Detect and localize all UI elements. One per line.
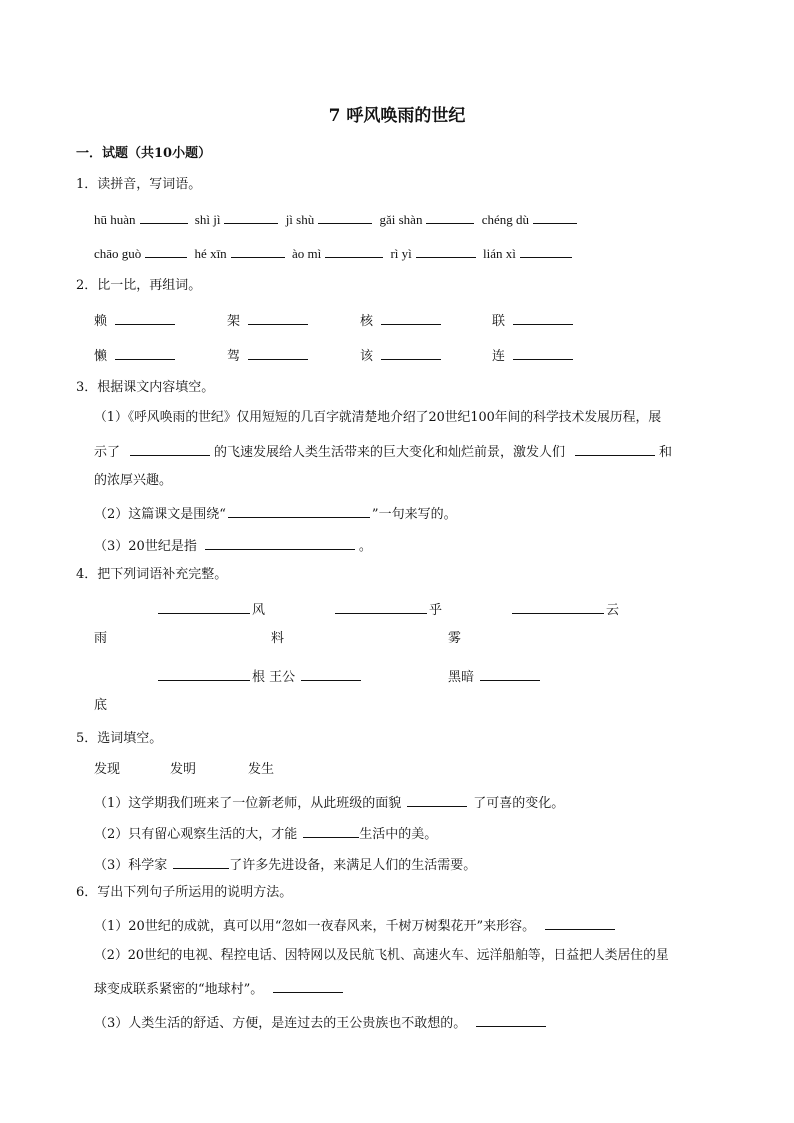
answer-blank[interactable] [407, 793, 467, 807]
answer-blank[interactable] [575, 442, 655, 456]
pinyin-word: lián xì [483, 246, 516, 261]
answer-blank[interactable] [130, 442, 210, 456]
answer-blank[interactable] [480, 667, 540, 681]
answer-blank[interactable] [158, 667, 250, 681]
q6-sentence-2-line1: （2）20世纪的电视、程控电话、因特网以及民航飞机、高速火车、远洋船舶等，日益把人类居住的星 [94, 948, 669, 963]
answer-blank[interactable] [303, 824, 359, 838]
q6-sentence-1: （1）20世纪的成就，真可以用“忽如一夜春风来，千树万树梨花开”来形容。 [94, 916, 619, 935]
q3-part2: （2）这篇课文是围绕“ ”一句来写的。 [94, 504, 457, 523]
answer-blank[interactable] [228, 504, 370, 518]
q2-char: 连 [492, 346, 577, 365]
page-title: 7 呼风唤雨的世纪 [328, 106, 466, 126]
answer-blank[interactable] [381, 311, 441, 325]
answer-blank[interactable] [224, 210, 278, 224]
q2-char: 赖 [94, 311, 179, 330]
q6-stem: 6．写出下列句子所运用的说明方法。 [76, 885, 293, 900]
q5-choice: 发现 [94, 762, 121, 777]
q2-char: 联 [492, 311, 577, 330]
pinyin-word: ào mì [291, 246, 322, 261]
pinyin-word: rì yì [390, 246, 412, 261]
q4-wrap-char: 料 [271, 631, 285, 646]
answer-blank[interactable] [513, 346, 573, 360]
answer-blank[interactable] [115, 346, 175, 360]
q3-stem: 3．根据课文内容填空。 [76, 380, 215, 395]
q5-choice: 发明 [170, 762, 197, 777]
q2-stem: 2．比一比，再组词。 [76, 278, 202, 293]
answer-blank[interactable] [173, 855, 229, 869]
q2-char: 懒 [94, 346, 179, 365]
q4-wrap-char: 底 [94, 698, 108, 713]
q5-choice: 发生 [248, 762, 275, 777]
pinyin-word: chāo guò [94, 246, 142, 261]
answer-blank[interactable] [273, 979, 343, 993]
answer-blank[interactable] [301, 667, 361, 681]
q4-item: 风 [158, 600, 265, 619]
q5-sentence-2: （2）只有留心观察生活的大，才能 生活中的美。 [94, 824, 437, 843]
pinyin-word: shì jì [194, 212, 221, 227]
answer-blank[interactable] [335, 600, 427, 614]
answer-blank[interactable] [248, 346, 308, 360]
pinyin-word: gǎi shàn [379, 212, 423, 227]
pinyin-word: jì shù [285, 212, 315, 227]
q3-part1-line3: 的浓厚兴趣。 [94, 473, 173, 488]
q6-sentence-3: （3）人类生活的舒适、方便，是连过去的王公贵族也不敢想的。 [94, 1013, 550, 1032]
q3-part1-line1: （1）《呼风唤雨的世纪》仅用短短的几百字就清楚地介绍了20世纪100年间的科学技术发展历程，展 [94, 410, 662, 425]
q5-stem: 5．选词填空。 [76, 731, 163, 746]
answer-blank[interactable] [325, 244, 383, 258]
answer-blank[interactable] [381, 346, 441, 360]
answer-blank[interactable] [145, 244, 187, 258]
pinyin-word: hū huàn [94, 212, 136, 227]
answer-blank[interactable] [205, 536, 355, 550]
q2-char: 该 [360, 346, 445, 365]
q5-sentence-1: （1）这学期我们班来了一位新老师，从此班级的面貌 了可喜的变化。 [94, 793, 564, 812]
answer-blank[interactable] [533, 210, 577, 224]
answer-blank[interactable] [318, 210, 372, 224]
answer-blank[interactable] [140, 210, 188, 224]
q1-row2 [94, 244, 576, 262]
q1-stem: 1．读拼音，写词语。 [76, 177, 202, 192]
q4-wrap-char: 雾 [448, 631, 462, 646]
q4-item: 黑暗 [448, 667, 544, 686]
q4-stem: 4．把下列词语补充完整。 [76, 567, 228, 582]
q4-wrap-char: 雨 [94, 631, 108, 646]
section-heading: 一．试题（共10小题） [76, 146, 212, 161]
q6-sentence-2-line2: 球变成联系紧密的“地球村”。 [94, 979, 347, 998]
q2-char: 驾 [227, 346, 312, 365]
answer-blank[interactable] [158, 600, 250, 614]
pinyin-word: hé xīn [194, 246, 227, 261]
answer-blank[interactable] [520, 244, 572, 258]
q5-sentence-3: （3）科学家 了许多先进设备，来满足人们的生活需要。 [94, 855, 476, 874]
answer-blank[interactable] [248, 311, 308, 325]
q4-item: 根 王公 [158, 667, 365, 686]
q2-char: 架 [227, 311, 312, 330]
q3-part1-line2: 示了 的飞速发展给人类生活带来的巨大变化和灿烂前景，激发人们 和 [94, 442, 672, 461]
answer-blank[interactable] [115, 311, 175, 325]
answer-blank[interactable] [545, 916, 615, 930]
answer-blank[interactable] [426, 210, 474, 224]
answer-blank[interactable] [231, 244, 285, 258]
answer-blank[interactable] [513, 311, 573, 325]
answer-blank[interactable] [476, 1013, 546, 1027]
q2-char: 核 [360, 311, 445, 330]
q3-part3: （3）20世纪是指 。 [94, 536, 372, 555]
q1-row1 [94, 210, 581, 228]
q4-item: 乎 [335, 600, 442, 619]
answer-blank[interactable] [416, 244, 476, 258]
answer-blank[interactable] [512, 600, 604, 614]
q4-item: 云 [512, 600, 619, 619]
pinyin-word: chéng dù [481, 212, 529, 227]
